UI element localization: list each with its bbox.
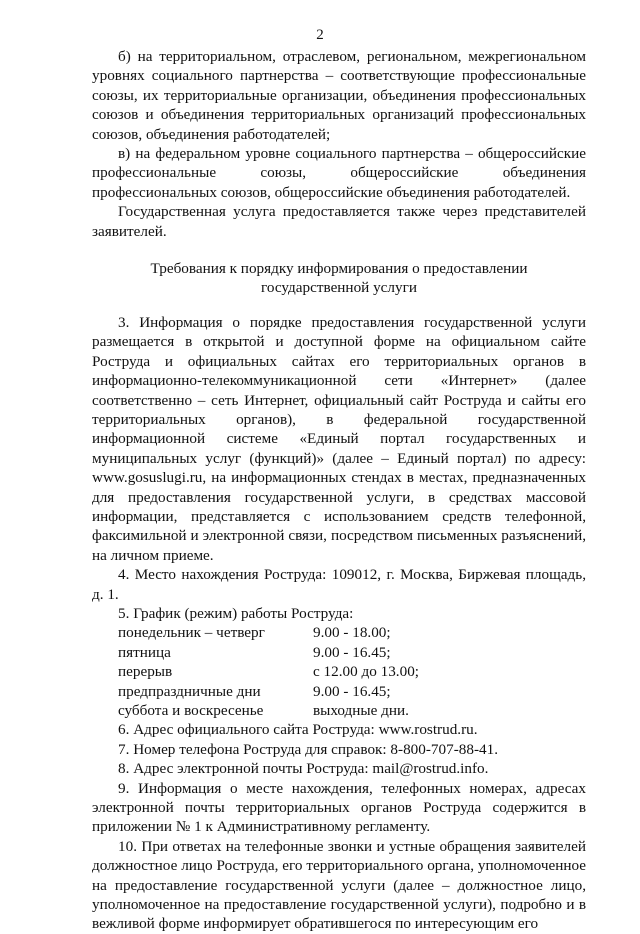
paragraph-9: 9. Информация о месте нахождения, телефонных номерах, адресах электронной почты территориальных органов Роструда содержится в приложении № 1 к Административному регламенту.	[92, 779, 586, 836]
paragraph-b: б) на территориальном, отраслевом, региональном, межрегиональном уровнях социального партнерства – соответствующие профессиональные союзы, их территориальные организации, объединения профессиональных союзов и объединения территориальных организаций профессиональных союзов, объединения работодателей;	[92, 48, 586, 143]
document-body	[92, 47, 586, 934]
schedule-row	[92, 682, 586, 701]
schedule-row	[92, 623, 586, 642]
schedule-day: перерыв	[118, 663, 173, 681]
item-7-phone: 7. Номер телефона Роструда для справок: 8-800-707-88-41.	[118, 740, 498, 758]
page-number: 2	[316, 27, 324, 43]
schedule-day: пятница	[118, 643, 171, 661]
schedule-row	[92, 662, 586, 681]
section-heading-line-2: государственной услуги	[261, 279, 417, 297]
item-8-email: 8. Адрес электронной почты Роструда: mail@rostrud.info.	[118, 760, 489, 778]
schedule-row	[92, 643, 586, 662]
schedule-day: предпраздничные дни	[118, 682, 261, 700]
schedule-hours: 9.00 - 18.00;	[313, 624, 391, 642]
paragraph-3: 3. Информация о порядке предоставления государственной услуги размещается в открытой и доступной форме на официальном сайте Роструда и официальных сайтах его территориальных органов в информационно-телекоммуникационной сети «Интернет» (далее соответственно – сеть Интернет, официальный сайт Роструда и сайты его территориальных органов), в федеральной государственной информационной системе «Единый портал государственных и муниципальных услуг (функций)» (далее – Единый портал) по адресу: www.gosuslugi.ru, на информационных стендах в местах, предназначенных для предоставления государственной услуги, в средствах массовой информации, представляется с использованием средств телефонной, факсимильной и электронной связи, посредством письменных разъяснений, на личном приеме.	[92, 313, 586, 564]
schedule-hours: выходные дни.	[313, 701, 409, 719]
schedule-hours: 9.00 - 16.45;	[313, 643, 391, 661]
section-heading-line-1: Требования к порядку информирования о предоставлении	[150, 260, 528, 278]
schedule-day: суббота и воскресенье	[118, 701, 264, 719]
paragraph-v: в) на федеральном уровне социального партнерства – общероссийские профессиональные союзы, общероссийские объединения профессиональных союзов, общероссийские объединения работодателей.	[92, 145, 586, 201]
paragraph-representatives: Государственная услуга предоставляется также через представителей заявителей.	[92, 203, 586, 240]
paragraph-10: 10. При ответах на телефонные звонки и устные обращения заявителей должностное лицо Роструда, его территориального органа, уполномоченное на предоставление государственной услуги (далее – должностное лицо, уполномоченное на предоставление государственной услуги), подробно и в вежливой форме информирует обратившегося по интересующим его	[92, 837, 586, 933]
paragraph-4: 4. Место нахождения Роструда: 109012, г. Москва, Биржевая площадь, д. 1.	[92, 566, 586, 603]
schedule-hours: с 12.00 до 13.00;	[313, 663, 420, 681]
schedule-row	[92, 701, 586, 720]
schedule-title: 5. График (режим) работы Роструда:	[118, 604, 354, 622]
item-6-website: 6. Адрес официального сайта Роструда: www.rostrud.ru.	[118, 721, 478, 739]
schedule-hours: 9.00 - 16.45;	[313, 682, 391, 700]
schedule-day: понедельник – четверг	[118, 624, 265, 642]
